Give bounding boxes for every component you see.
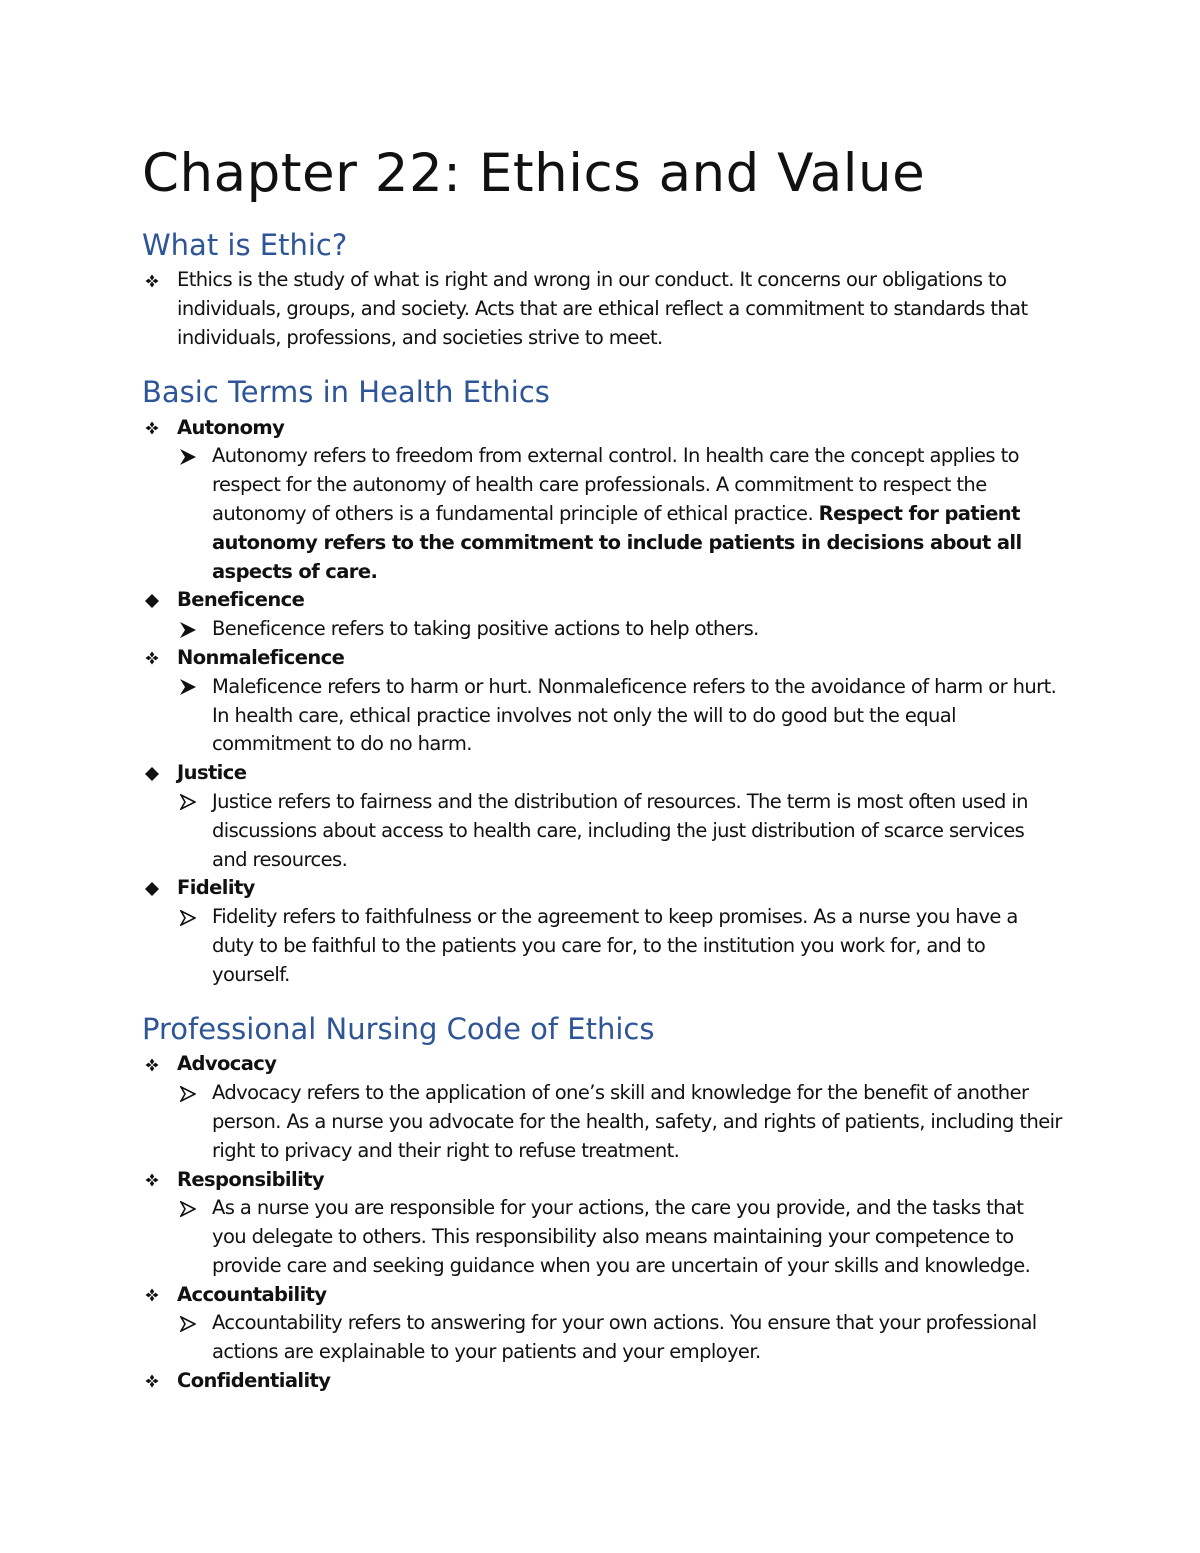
basic-terms-list bbox=[142, 414, 1062, 990]
term-sublist bbox=[177, 903, 1062, 989]
list-item bbox=[177, 615, 1062, 644]
list-item bbox=[142, 266, 1062, 352]
term-label: Responsibility bbox=[177, 1167, 325, 1191]
term-sublist bbox=[177, 1079, 1062, 1165]
term-definition bbox=[212, 442, 1062, 586]
term-label: Nonmaleficence bbox=[177, 645, 345, 669]
term-sublist bbox=[177, 615, 1062, 644]
page-title: Chapter 22: Ethics and Value bbox=[142, 143, 926, 204]
term-autonomy bbox=[142, 414, 1062, 587]
term-label: Accountability bbox=[177, 1282, 327, 1306]
term-definition: Fidelity refers to faithfulness or the agreement to keep promises. As a nurse you have a duty to be faithful to the patients you care for, to the institution you work for, and to yourself. bbox=[212, 905, 1018, 986]
term-definition: Maleficence refers to harm or hurt. Nonmaleficence refers to the avoidance of harm or hurt. In health care, ethical practice involves not only the will to do good but the equal commitment to do no harm. bbox=[212, 674, 1057, 756]
diamond-ornament-icon bbox=[142, 1367, 162, 1396]
solid-diamond-icon bbox=[142, 586, 162, 615]
diamond-ornament-icon bbox=[142, 644, 162, 673]
open-arrowhead-icon bbox=[177, 1309, 199, 1338]
nursing-code-list bbox=[142, 1050, 1062, 1396]
term-label: Justice bbox=[177, 761, 247, 785]
term-justice bbox=[142, 759, 1062, 874]
term-sublist bbox=[177, 442, 1062, 586]
section-heading-what-is-ethic: What is Ethic? bbox=[142, 227, 348, 262]
term-definition: Justice refers to fairness and the distribution of resources. The term is most often used in discussions about access to health care, including the just distribution of scarce services and resources. bbox=[212, 789, 1028, 871]
term-confidentiality bbox=[142, 1367, 1062, 1396]
what-is-ethic-list bbox=[142, 266, 1062, 352]
open-arrowhead-icon bbox=[177, 1194, 199, 1223]
term-definition: Advocacy refers to the application of one’s skill and knowledge for the benefit of another person. As a nurse you advocate for the health, safety, and rights of patients, including their right to privacy and their right to refuse treatment. bbox=[212, 1081, 1062, 1162]
filled-arrowhead-icon bbox=[177, 442, 199, 471]
list-item bbox=[177, 903, 1062, 989]
diamond-ornament-icon bbox=[142, 1281, 162, 1310]
term-label: Beneficence bbox=[177, 588, 305, 612]
term-responsibility bbox=[142, 1166, 1062, 1281]
document-content bbox=[142, 142, 1062, 1396]
solid-diamond-icon bbox=[142, 874, 162, 903]
definition-text: Autonomy refers to freedom from external control. In health care the concept applies to respect for the autonomy of health care professionals. A commitment to respect the autonomy of others is a fundamental principle of ethical practice. bbox=[212, 444, 1019, 525]
term-nonmaleficence bbox=[142, 644, 1062, 759]
list-item bbox=[177, 1194, 1062, 1280]
term-label: Advocacy bbox=[177, 1052, 277, 1076]
term-label: Confidentiality bbox=[177, 1369, 331, 1393]
term-definition: Beneficence refers to taking positive actions to help others. bbox=[212, 617, 759, 641]
list-item bbox=[177, 442, 1062, 586]
term-beneficence bbox=[142, 586, 1062, 644]
solid-diamond-icon bbox=[142, 759, 162, 788]
term-sublist bbox=[177, 1194, 1062, 1280]
list-item bbox=[177, 1309, 1062, 1367]
filled-arrowhead-icon bbox=[177, 673, 199, 702]
diamond-ornament-icon bbox=[142, 1050, 162, 1079]
term-label: Autonomy bbox=[177, 415, 285, 439]
diamond-ornament-icon bbox=[142, 266, 162, 295]
open-arrowhead-icon bbox=[177, 1079, 199, 1108]
term-label: Fidelity bbox=[177, 876, 255, 900]
ethics-definition: Ethics is the study of what is right and wrong in our conduct. It concerns our obligations to individuals, groups, and society. Acts that are ethical reflect a commitment to standards that individuals, professions, and societies strive to meet. bbox=[177, 268, 1028, 349]
term-fidelity bbox=[142, 874, 1062, 989]
list-item bbox=[177, 673, 1062, 759]
open-arrowhead-icon bbox=[177, 788, 199, 817]
definition-bold-text: Respect for patient autonomy refers to the commitment to include patients in decisions about all aspects of care. bbox=[212, 501, 1022, 583]
diamond-ornament-icon bbox=[142, 414, 162, 443]
term-sublist bbox=[177, 788, 1062, 874]
term-accountability bbox=[142, 1281, 1062, 1367]
diamond-ornament-icon bbox=[142, 1166, 162, 1195]
term-definition: Accountability refers to answering for your own actions. You ensure that your professional actions are explainable to your patients and your employer. bbox=[212, 1311, 1037, 1364]
open-arrowhead-icon bbox=[177, 903, 199, 932]
term-sublist bbox=[177, 673, 1062, 759]
term-advocacy bbox=[142, 1050, 1062, 1165]
term-definition: As a nurse you are responsible for your actions, the care you provide, and the tasks that you delegate to others. This responsibility also means maintaining your competence to provide care and seeking guidance when you are uncertain of your skills and knowledge. bbox=[212, 1196, 1031, 1277]
list-item bbox=[177, 788, 1062, 874]
filled-arrowhead-icon bbox=[177, 615, 199, 644]
term-sublist bbox=[177, 1309, 1062, 1367]
list-item bbox=[177, 1079, 1062, 1165]
section-heading-nursing-code: Professional Nursing Code of Ethics bbox=[142, 1011, 655, 1046]
section-heading-basic-terms: Basic Terms in Health Ethics bbox=[142, 374, 550, 409]
